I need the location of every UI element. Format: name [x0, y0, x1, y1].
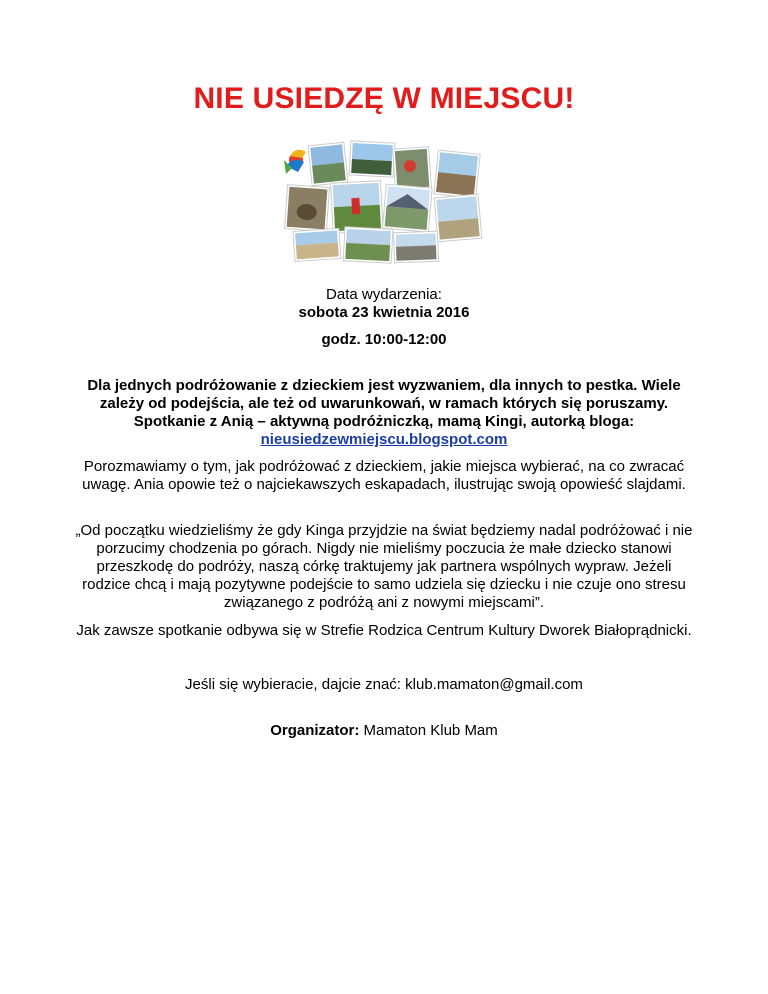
event-time: godz. 10:00-12:00 [321, 331, 447, 348]
paragraph-quote: „Od początku wiedzieliśmy że gdy Kinga przyjdzie na świat będziemy nadal podróżować i nie porzucimy chodzenia po górach. Nigdy nie mieliśmy poczucia że małe dziecko stanowi przeszkodę do podróży, naszą córkę traktujemy jak partnera wspólnych wypraw. Jeżeli rodzice chcą i mają pozytywne podejście to samo udziela się dziecku i nie czuje ono stresu związanego z podróżą ani z nowymi miejscami”. [75, 522, 693, 611]
organizer-label: Organizator: [270, 722, 360, 739]
paragraph-contact: Jeśli się wybieracie, dajcie znać: klub.mamaton@gmail.com [185, 676, 583, 693]
blog-link[interactable]: nieusiedzewmiejscu.blogspot.com [260, 431, 508, 448]
date-label: Data wydarzenia: [326, 286, 442, 303]
intro-paragraph [74, 377, 694, 449]
organizer-line [74, 722, 694, 740]
page-title: NIE USIEDZĘ W MIEJSCU! [193, 82, 575, 115]
organizer-value: Mamaton Klub Mam [359, 722, 498, 739]
event-date [0, 286, 768, 322]
logo-icon [284, 150, 306, 174]
paragraph-topics: Porozmawiamy o tym, jak podróżować z dzieckiem, jakie miejsca wybierać, na co zwracać uwagę. Ania opowie też o najciekawszych eskapadach, ilustrując swoją opowieść slajdami. [82, 458, 686, 493]
date-value: sobota 23 kwietnia 2016 [298, 304, 470, 321]
intro-text: Dla jednych podróżowanie z dzieckiem jest wyzwaniem, dla innych to pestka. Wiele zależy od podejścia, ale też od uwarunkowań, w ramach których się poruszamy. Spotkanie z Anią – aktywną podróżniczką, mamą Kingi, autorką bloga: [87, 377, 681, 430]
paragraph-location: Jak zawsze spotkanie odbywa się w Strefie Rodzica Centrum Kultury Dworek Białoprądnicki. [76, 622, 692, 639]
photo-collage [276, 138, 496, 264]
